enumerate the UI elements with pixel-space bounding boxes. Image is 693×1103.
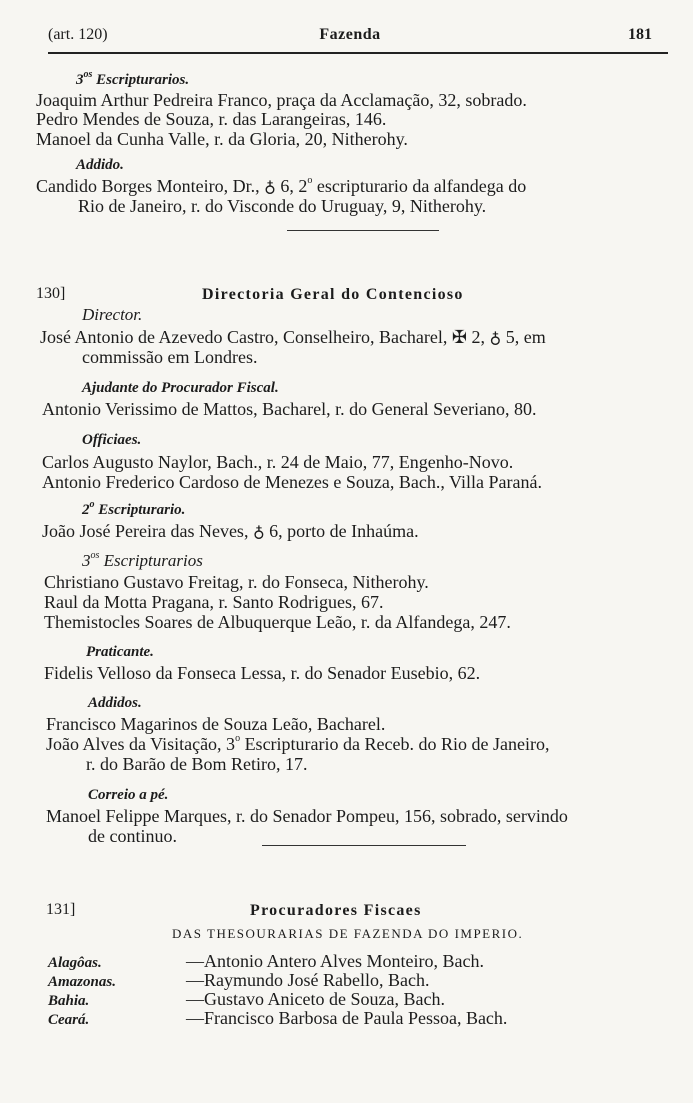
- medal-icon: ♁: [264, 179, 276, 196]
- state-name: Ceará.: [48, 1012, 90, 1028]
- section-title-procuradores: Procuradores Fiscaes: [250, 902, 422, 919]
- section-number-131: 131]: [46, 901, 76, 918]
- entry-line: commissão em Londres.: [82, 347, 258, 367]
- entry-line: Pedro Mendes de Souza, r. das Larangeiras, 146.: [36, 109, 387, 129]
- entry-line: Rio de Janeiro, r. do Visconde do Uruguay, 9, Nitherohy.: [78, 196, 487, 216]
- entry-line: r. do Barão de Bom Retiro, 17.: [86, 754, 308, 774]
- label-terceiros-escripturarios-top: $3^{os}$ Escripturarios.: [76, 69, 190, 88]
- entry-line: Raul da Motta Pragana, r. Santo Rodrigues, 67.: [44, 592, 384, 612]
- entry-line: Manoel Felippe Marques, r. do Senador Pompeu, 156, sobrado, servindo: [46, 806, 568, 826]
- header-article-ref: (art. 120): [48, 26, 108, 43]
- state-name: Amazonas.: [48, 974, 116, 990]
- entry-line: Christiano Gustavo Freitag, r. do Fonseca, Nitherohy.: [44, 572, 429, 592]
- official-name: —Francisco Barbosa de Paula Pessoa, Bach.: [186, 1008, 508, 1028]
- state-name: Bahia.: [48, 993, 90, 1009]
- label-terceiros-escripturarios: $3^{os}$ Escripturarios: [82, 550, 203, 570]
- page-header: [48, 26, 652, 50]
- entry-line: Fidelis Velloso da Fonseca Lessa, r. do Senador Eusebio, 62.: [44, 663, 481, 683]
- entry-line: de continuo.: [88, 826, 177, 846]
- label-director: Director.: [82, 305, 143, 324]
- entry-line: Antonio Verissimo de Mattos, Bacharel, r. do General Severiano, 80.: [42, 399, 537, 419]
- label-correio: Correio a pé.: [88, 787, 169, 803]
- medal-icon: ♁: [489, 330, 502, 347]
- entry-line: Carlos Augusto Naylor, Bach., r. 24 de Maio, 77, Engenho-Novo.: [42, 452, 514, 472]
- official-name: —Raymundo José Rabello, Bach.: [186, 970, 430, 990]
- label-addidos: Addidos.: [88, 695, 142, 711]
- label-ajudante: Ajudante do Procurador Fiscal.: [82, 380, 279, 396]
- entry-line: Antonio Frederico Cardoso de Menezes e Souza, Bach., Villa Paraná.: [42, 472, 542, 492]
- entry-line-director: José Antonio de Azevedo Castro, Conselheiro, Bacharel, ✠ 2, ♁ 5, em: [40, 327, 546, 347]
- header-rule: [48, 52, 668, 54]
- entry-line: Manoel da Cunha Valle, r. da Gloria, 20, Nitherohy.: [36, 129, 408, 149]
- entry-line: João José Pereira das Neves, ♁ 6, porto de Inhaúma.: [42, 521, 419, 541]
- label-addido: Addido.: [76, 157, 124, 173]
- entry-line: Joaquim Arthur Pedreira Franco, praça da Acclamação, 32, sobrado.: [36, 90, 527, 110]
- official-name: —Antonio Antero Alves Monteiro, Bach.: [186, 951, 484, 971]
- entry-line: Francisco Magarinos de Souza Leão, Bacharel.: [46, 714, 386, 734]
- official-name: —Gustavo Aniceto de Souza, Bach.: [186, 989, 445, 1009]
- label-segundo-escripturario: 2$^o$ Escripturario.: [82, 499, 186, 518]
- section-separator: [262, 845, 466, 846]
- page-number: 181: [628, 26, 652, 43]
- section-number-130: 130]: [36, 285, 66, 302]
- state-name: Alagôas.: [48, 955, 102, 971]
- entry-line-addido: Candido Borges Monteiro, Dr., ♁ 6, 2$^o$ escripturario da alfandega do: [36, 175, 527, 196]
- label-praticante: Praticante.: [86, 644, 154, 660]
- section-separator: [287, 230, 439, 231]
- header-title: Fazenda: [319, 26, 381, 43]
- label-officiaes: Officiaes.: [82, 432, 142, 448]
- section-title-contencioso: Directoria Geral do Contencioso: [202, 286, 464, 303]
- section-subtitle: DAS THESOURARIAS DE FAZENDA DO IMPERIO.: [172, 926, 524, 941]
- cross-icon: ✠: [451, 327, 468, 347]
- entry-line: João Alves da Visitação, 3$^o$ Escripturario da Receb. do Rio de Janeiro,: [46, 733, 550, 754]
- medal-icon: ♁: [252, 524, 265, 541]
- entry-line: Themistocles Soares de Albuquerque Leão, r. da Alfandega, 247.: [44, 612, 511, 632]
